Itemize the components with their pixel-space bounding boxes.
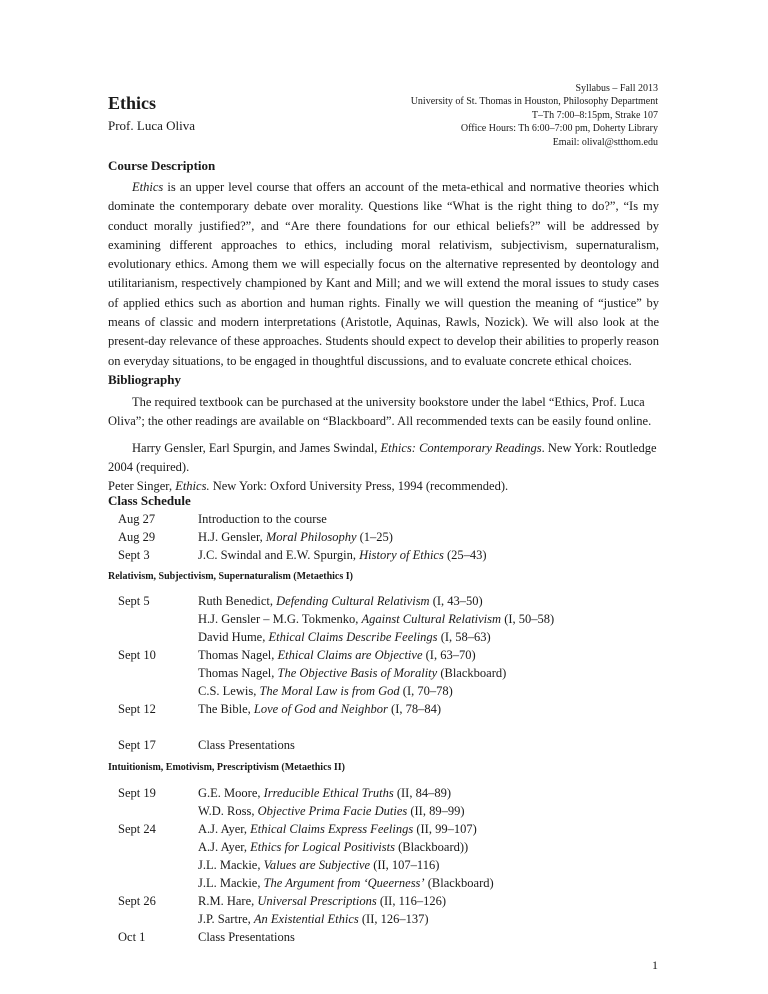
class-time: T–Th 7:00–8:15pm, Strake 107 <box>531 109 658 121</box>
schedule-date: Sept 19 <box>118 786 156 800</box>
course-description-text: Ethics is an upper level course that offers an account of the meta-ethical and normative theories which dominate the contemporary debate over morality. Questions like “What is the right thing to do?”, “Is my conduct morally justified?”, and “Are there foundations for our ethical beliefs?” will be addressed by examining different approaches to ethics, including moral relativism, subjectivism, supernaturalism, evolutionary ethics. Among them we will especially focus on the alternative represented by deontology and utilitarianism, respectively championed by Kant and Mill; and we will extend the moral issues to study cases of applied ethics such as abortion and human rights. Finally we will question the meaning of “justice” by means of classic and modern interpretations (Aristotle, Aquinas, Rawls, Nozick). We will also look at the present-day relevance of these approaches. Students should expect to develop their abilities to properly reason on everyday situations, to be engaged in thoughtful discussions, and to evaluate concrete ethical choices. <box>108 180 659 368</box>
schedule-date: Oct 1 <box>118 930 146 944</box>
schedule-entry: Introduction to the course <box>198 512 327 526</box>
schedule-entry: Class Presentations <box>198 930 295 944</box>
department: University of St. Thomas in Houston, Philosophy Department <box>410 96 658 108</box>
schedule-date: Sept 5 <box>118 594 150 608</box>
schedule-entry: C.S. Lewis, The Moral Law is from God (I, 70–78) <box>198 684 453 698</box>
schedule-entry: Class Presentations <box>198 738 295 752</box>
office-hours: Office Hours: Th 6:00–7:00 pm, Doherty Library <box>460 123 658 135</box>
course-title: Ethics <box>108 93 157 113</box>
schedule-entry: A.J. Ayer, Ethical Claims Express Feelings (II, 99–107) <box>198 822 477 836</box>
book-recommended: Peter Singer, Ethics. New York: Oxford University Press, 1994 (recommended). <box>108 479 509 493</box>
schedule-entry: J.P. Sartre, An Existential Ethics (II, 126–137) <box>198 912 429 926</box>
email: Email: olival@stthom.edu <box>552 136 658 148</box>
schedule-entry: Thomas Nagel, Ethical Claims are Objective (I, 63–70) <box>198 648 476 662</box>
bibliography-books <box>108 439 659 496</box>
unit-heading-metaethics-1: Relativism, Subjectivism, Supernaturalism (Metaethics I) <box>108 571 353 582</box>
course-description-heading: Course Description <box>108 158 216 173</box>
course-info-block <box>411 82 658 149</box>
schedule-entry: H.J. Gensler – M.G. Tokmenko, Against Cultural Relativism (I, 50–58) <box>198 612 555 626</box>
schedule-entry: J.L. Mackie, Values are Subjective (II, 107–116) <box>198 858 440 872</box>
schedule-entry: The Bible, Love of God and Neighbor (I, 78–84) <box>198 702 442 716</box>
page-number: 1 <box>652 958 658 972</box>
professor-name: Prof. Luca Oliva <box>108 118 196 133</box>
schedule-date: Sept 26 <box>118 894 156 908</box>
schedule-date: Sept 10 <box>118 648 156 662</box>
class-schedule-heading: Class Schedule <box>108 493 191 508</box>
schedule-entry: J.C. Swindal and E.W. Spurgin, History of Ethics (25–43) <box>198 548 487 562</box>
schedule-date: Aug 29 <box>118 530 156 544</box>
schedule-entry: Thomas Nagel, The Objective Basis of Morality (Blackboard) <box>198 666 507 680</box>
schedule-entry: R.M. Hare, Universal Prescriptions (II, 116–126) <box>198 894 447 908</box>
schedule-entry: G.E. Moore, Irreducible Ethical Truths (II, 84–89) <box>198 786 451 800</box>
schedule-entry: H.J. Gensler, Moral Philosophy (1–25) <box>198 530 393 544</box>
schedule-date: Sept 24 <box>118 822 156 836</box>
syllabus-term: Syllabus – Fall 2013 <box>575 83 658 94</box>
schedule-date: Aug 27 <box>118 512 156 526</box>
schedule-entry: Ruth Benedict, Defending Cultural Relativism (I, 43–50) <box>198 594 483 608</box>
schedule-entry: David Hume, Ethical Claims Describe Feelings (I, 58–63) <box>198 630 491 644</box>
ethics-italic: Ethics <box>132 180 164 194</box>
unit-heading-metaethics-2: Intuitionism, Emotivism, Prescriptivism (Metaethics II) <box>108 762 346 773</box>
schedule-date: Sept 17 <box>118 738 156 752</box>
schedule-date: Sept 3 <box>118 548 150 562</box>
book-required: Harry Gensler, Earl Spurgin, and James Swindal, Ethics: Contemporary Readings. New York: Routledge 2004 (required). <box>108 441 657 474</box>
schedule-entry: W.D. Ross, Objective Prima Facie Duties (II, 89–99) <box>198 804 465 818</box>
bibliography-intro: The required textbook can be purchased at the university bookstore under the label “Ethics, Prof. Luca Oliva”; the other readings are available on “Blackboard”. All recommended texts can be easily found online. <box>108 395 652 428</box>
schedule-entry: A.J. Ayer, Ethics for Logical Positivists (Blackboard)) <box>198 840 469 854</box>
schedule-date: Sept 12 <box>118 702 156 716</box>
schedule-entry: J.L. Mackie, The Argument from ‘Queerness’ (Blackboard) <box>198 876 494 890</box>
bibliography-heading: Bibliography <box>108 372 181 387</box>
